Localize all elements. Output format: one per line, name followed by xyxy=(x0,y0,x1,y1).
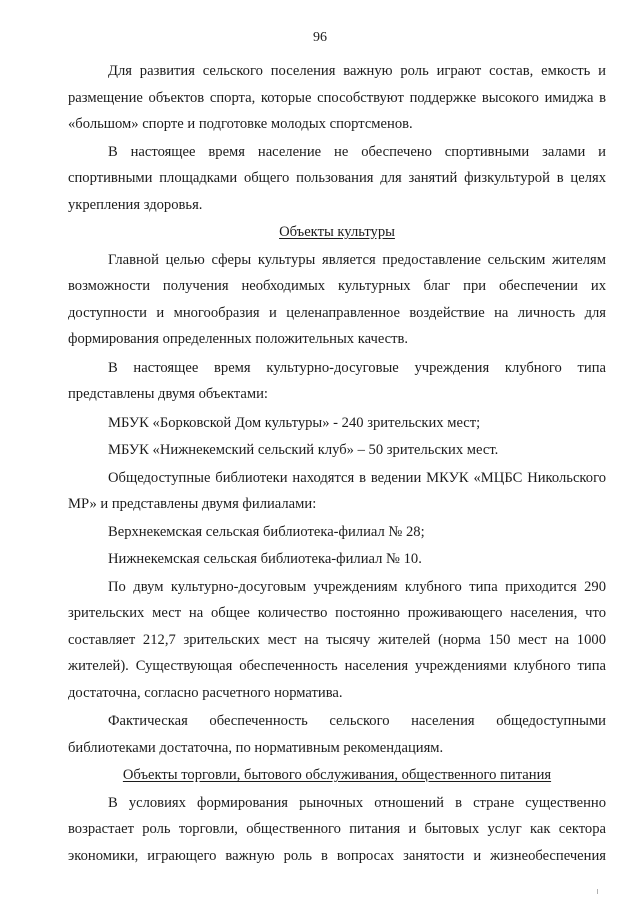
paragraph-sport-role: Для развития сельского поселения важную роль играют состав, емкость и размещение объектов спорта, которые способствуют поддержке высокого имиджа в «большом» спорте и подготовке молодых спортсменов. xyxy=(68,63,606,132)
scan-mark xyxy=(597,889,598,894)
paragraph-culture-facilities: В настоящее время культурно-досуговые учреждения клубного типа представлены двумя объектами: xyxy=(68,359,606,402)
document-body xyxy=(68,58,606,869)
paragraph-library-capacity: Фактическая обеспеченность сельского населения общедоступными библиотеками достаточна, по нормативным рекомендациям. xyxy=(68,713,606,756)
list-item-club-borkovskoy: МБУК «Борковской Дом культуры» - 240 зрительских мест; xyxy=(108,414,481,431)
section-heading-culture: Объекты культуры xyxy=(279,224,395,240)
paragraph-culture-goal: Главной целью сферы культуры является предоставление сельским жителям возможности получения необходимых культурных благ при обеспечении их доступности и многообразия и целенаправленное воздействие на личность для формирования определенных положительных качеств. xyxy=(68,251,606,347)
page-number: 96 xyxy=(313,30,327,45)
paragraph-libraries-intro: Общедоступные библиотеки находятся в ведении МКУК «МЦБС Никольского МР» и представлены двумя филиалами: xyxy=(68,469,606,512)
paragraph-club-capacity: По двум культурно-досуговым учреждениям клубного типа приходится 290 зрительских мест на общее количество постоянно проживающего населения, что составляет 212,7 зрительских мест на тысячу жителей (норма 150 мест на 1000 жителей). Существующая обеспеченность населения учреждениями клубного типа достаточна, согласно расчетного норматива. xyxy=(68,578,606,701)
section-heading-trade: Объекты торговли, бытового обслуживания, общественного питания xyxy=(122,767,552,783)
list-item-club-nizhnekemsky: МБУК «Нижнекемский сельский клуб» – 50 зрительских мест. xyxy=(108,442,499,458)
paragraph-sport-shortage: В настоящее время население не обеспечено спортивными залами и спортивными площадками общего пользования для занятий физкультурой в целях укрепления здоровья. xyxy=(68,143,606,213)
list-item-library-10: Нижнекемская сельская библиотека-филиал № 10. xyxy=(108,551,422,567)
list-item-library-28: Верхнекемская сельская библиотека-филиал № 28; xyxy=(108,523,425,540)
paragraph-trade-role: В условиях формирования рыночных отношений в стране существенно возрастает роль торговли, общественного питания и бытовых услуг как сектора экономики, играющего важную роль в вопросах занятости и жизнеобеспечения xyxy=(68,794,606,864)
